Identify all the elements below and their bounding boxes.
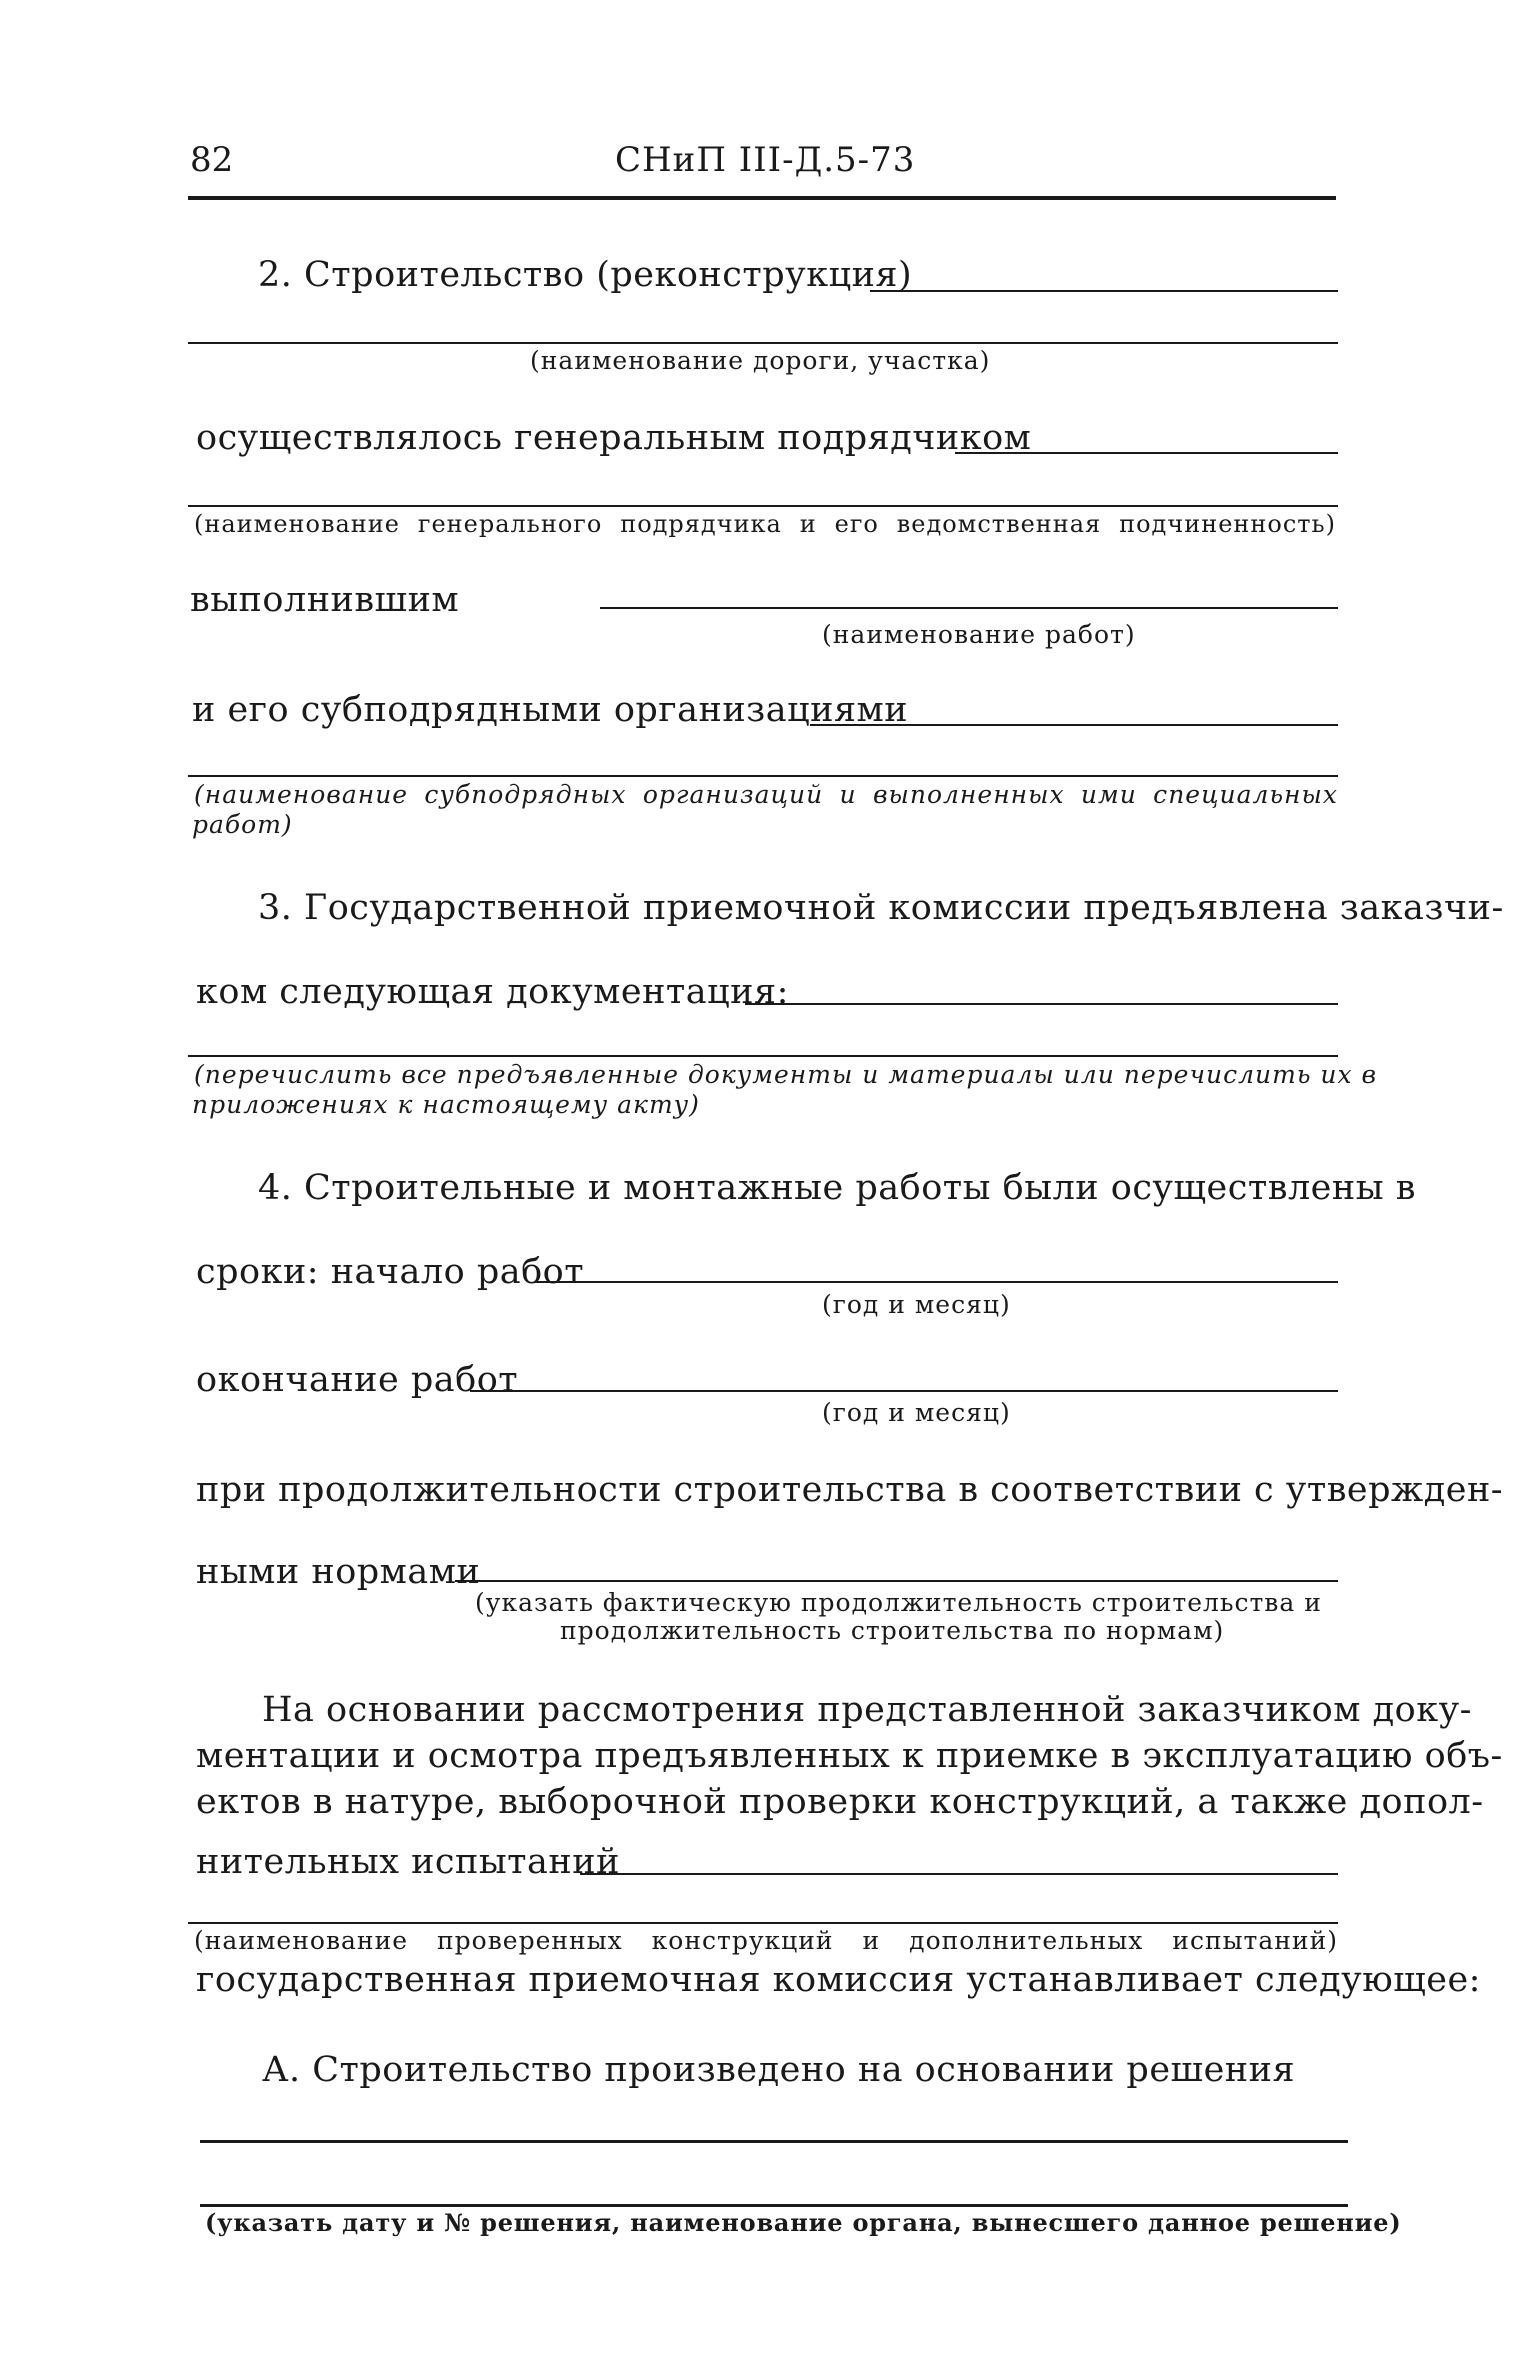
s3-fill-1 [745,1003,1338,1005]
basis-line3: ектов в натуре, выборочной проверки конструкций, а также допол- [196,1782,1484,1822]
s2-fill-1 [870,290,1338,292]
s4-fill-1 [535,1281,1338,1283]
s4-line5: ными нормами [196,1552,481,1592]
basis-caption-1: (наименование проверенных конструкций и дополнительных испытаний) [194,1926,1338,1955]
s2-line3: выполнившим [190,580,460,620]
s2-caption-4a: (наименование субподрядных организаций и выполненных ими специальных [194,780,1338,809]
s2-fill-6 [810,724,1338,726]
s4-caption-3a: (указать фактическую продолжительность строительства и [475,1588,1322,1617]
s2-fill-3 [955,452,1338,454]
sA-caption-1: (указать дату и № решения, наименование органа, вынесшего данное решение) [205,2208,1402,2237]
s3-caption-1b: приложениях к настоящему акту) [192,1090,700,1119]
s4-line1: 4. Строительные и монтажные работы были осуществлены в [258,1168,1416,1208]
header-rule [188,196,1336,200]
s4-line4: при продолжительности строительства в соответствии с утвержден- [196,1470,1504,1510]
s4-fill-3 [455,1580,1338,1582]
sA-fill-1 [200,2140,1348,2143]
s2-fill-4 [188,505,1338,507]
basis-line5: государственная приемочная комиссия устанавливает следующее: [196,1960,1481,2000]
sA-line1: А. Строительство произведено на основании решения [262,2050,1296,2090]
basis-line4: нительных испытаний [196,1842,620,1882]
s3-fill-2 [188,1055,1338,1057]
s2-caption-1: (наименование дороги, участка) [530,346,991,375]
s2-line4: и его субподрядными организациями [192,690,909,730]
sA-fill-2 [200,2204,1348,2207]
s2-line2: осуществлялось генеральным подрядчиком [196,418,1032,458]
document-code: СНиП III-Д.5-73 [615,140,916,180]
s3-line1: 3. Государственной приемочной комиссии предъявлена заказчи- [258,888,1504,928]
s4-line2: сроки: начало работ [196,1252,585,1292]
basis-line2: ментации и осмотра предъявленных к приемке в эксплуатацию объ- [196,1736,1503,1776]
s3-line2: ком следующая документация: [196,972,789,1012]
s4-caption-1: (год и месяц) [822,1290,1011,1319]
s2-caption-4b: работ) [192,810,293,839]
s2-fill-2 [188,342,1338,344]
basis-line1: На основании рассмотрения представленной заказчиком доку- [262,1690,1473,1730]
s2-caption-3: (наименование работ) [822,620,1136,649]
s4-caption-3b: продолжительность строительства по нормам) [560,1616,1225,1645]
basis-fill-1 [580,1873,1338,1875]
s2-caption-2: (наименование генерального подрядчика и его ведомственная подчиненность) [194,510,1336,538]
s2-fill-7 [188,775,1338,777]
s2-line1: 2. Строительство (реконструкция) [258,255,913,295]
s2-fill-5 [600,607,1338,609]
s3-caption-1a: (перечислить все предъявленные документы и материалы или перечислить их в [194,1060,1378,1089]
s4-caption-2: (год и месяц) [822,1398,1011,1427]
page-number: 82 [190,140,234,180]
s4-line3: окончание работ [196,1360,519,1400]
s4-fill-2 [470,1390,1338,1392]
basis-fill-2 [188,1922,1338,1924]
